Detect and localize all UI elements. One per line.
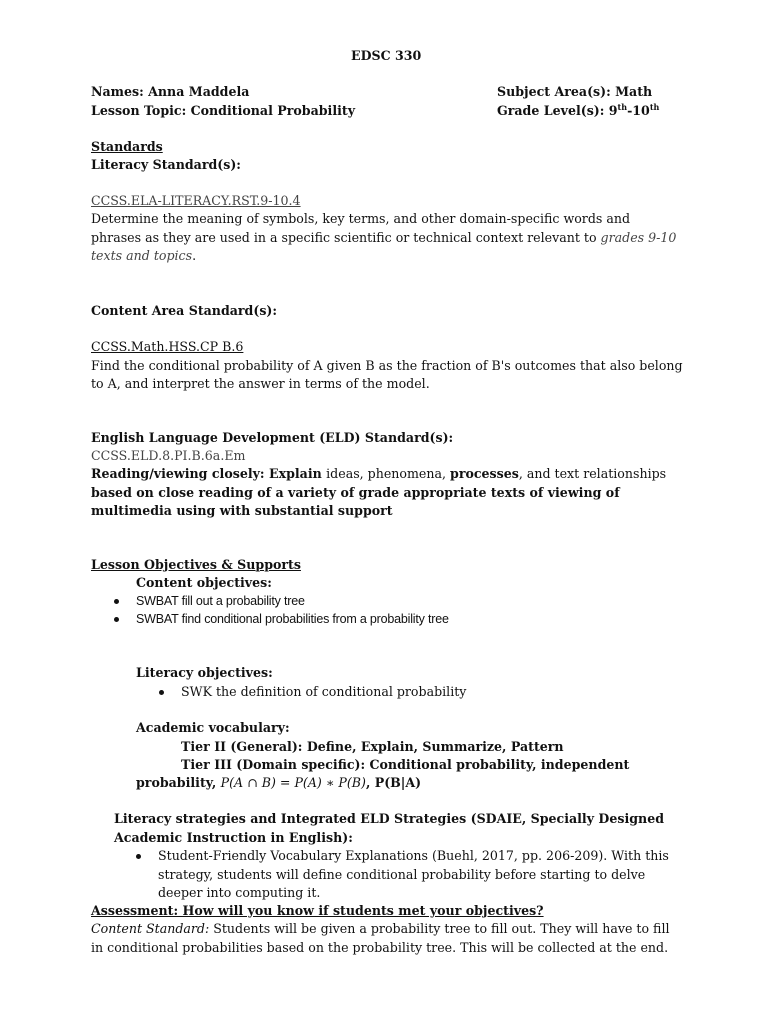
literacy-standard-text: phrases as they are used in a specific scientific or technical context relevant to grades 9-10 <box>91 230 677 245</box>
bullet-icon <box>114 617 119 622</box>
eld-standard-text: Reading/viewing closely: Explain ideas, phenomena, processes, and text relationships <box>91 466 667 481</box>
strategy-item-text: deeper into computing it. <box>158 885 321 900</box>
literacy-standard-text: texts and topics. <box>91 248 197 263</box>
strategy-item-text: strategy, students will define conditional probability before starting to delve <box>158 867 646 882</box>
course-title: EDSC 330 <box>351 48 422 63</box>
literacy-standard-text: Determine the meaning of symbols, key terms, and other domain-specific words and <box>91 211 631 226</box>
content-standard-code: CCSS.Math.HSS.CP B.6 <box>91 339 244 354</box>
content-standard-text: Find the conditional probability of A given B as the fraction of B's outcomes that also belong <box>91 358 683 373</box>
tier-three-vocab: Tier III (Domain specific): Conditional probability, independent <box>181 757 630 772</box>
content-objective-item: SWBAT fill out a probability tree <box>114 592 119 610</box>
standards-heading: Standards <box>91 139 163 154</box>
assessment-heading: Assessment: How will you know if students met your objectives? <box>91 903 544 918</box>
content-standard-text: to A, and interpret the answer in terms of the model. <box>91 376 430 391</box>
bullet-icon <box>114 599 119 604</box>
bullet-icon <box>159 690 164 695</box>
tier-two-vocab: Tier II (General): Define, Explain, Summarize, Pattern <box>181 739 564 754</box>
bullet-icon <box>136 854 141 859</box>
eld-standard-code: CCSS.ELD.8.PI.B.6a.Em <box>91 448 246 463</box>
eld-standard-heading: English Language Development (ELD) Standard(s): <box>91 430 454 445</box>
names-line: Names: Anna Maddela <box>91 84 250 99</box>
strategy-item: Student-Friendly Vocabulary Explanations (Buehl, 2017, pp. 206-209). With this <box>136 847 141 865</box>
eld-standard-text: multimedia using with substantial support <box>91 503 393 518</box>
strategies-heading: Literacy strategies and Integrated ELD Strategies (SDAIE, Specially Designed <box>114 811 665 826</box>
content-objective-item: SWBAT find conditional probabilities from a probability tree <box>114 610 119 628</box>
literacy-standard-heading: Literacy Standard(s): <box>91 157 241 172</box>
assessment-text: Content Standard: Students will be given a probability tree to fill out. They will have to fill <box>91 921 670 936</box>
literacy-objective-item: SWK the definition of conditional probability <box>159 683 164 701</box>
objectives-heading: Lesson Objectives & Supports <box>91 557 301 572</box>
literacy-objectives-heading: Literacy objectives: <box>136 665 273 680</box>
probability-formula-line: probability, P(A ∩ B) = P(A) ∗ P(B), P(B|A) <box>136 775 422 790</box>
eld-standard-text: based on close reading of a variety of grade appropriate texts of viewing of <box>91 485 620 500</box>
subject-area: Subject Area(s): Math <box>497 84 653 99</box>
content-objectives-heading: Content objectives: <box>136 575 272 590</box>
lesson-topic: Lesson Topic: Conditional Probability <box>91 103 356 118</box>
vocab-heading: Academic vocabulary: <box>136 720 290 735</box>
literacy-standard-code: CCSS.ELA-LITERACY.RST.9-10.4 <box>91 193 301 208</box>
strategies-heading: Academic Instruction in English): <box>114 830 353 845</box>
assessment-text: in conditional probabilities based on the probability tree. This will be collected at the end. <box>91 940 669 955</box>
content-standard-heading: Content Area Standard(s): <box>91 303 278 318</box>
grade-level: Grade Level(s): 9th-10th <box>497 101 660 118</box>
